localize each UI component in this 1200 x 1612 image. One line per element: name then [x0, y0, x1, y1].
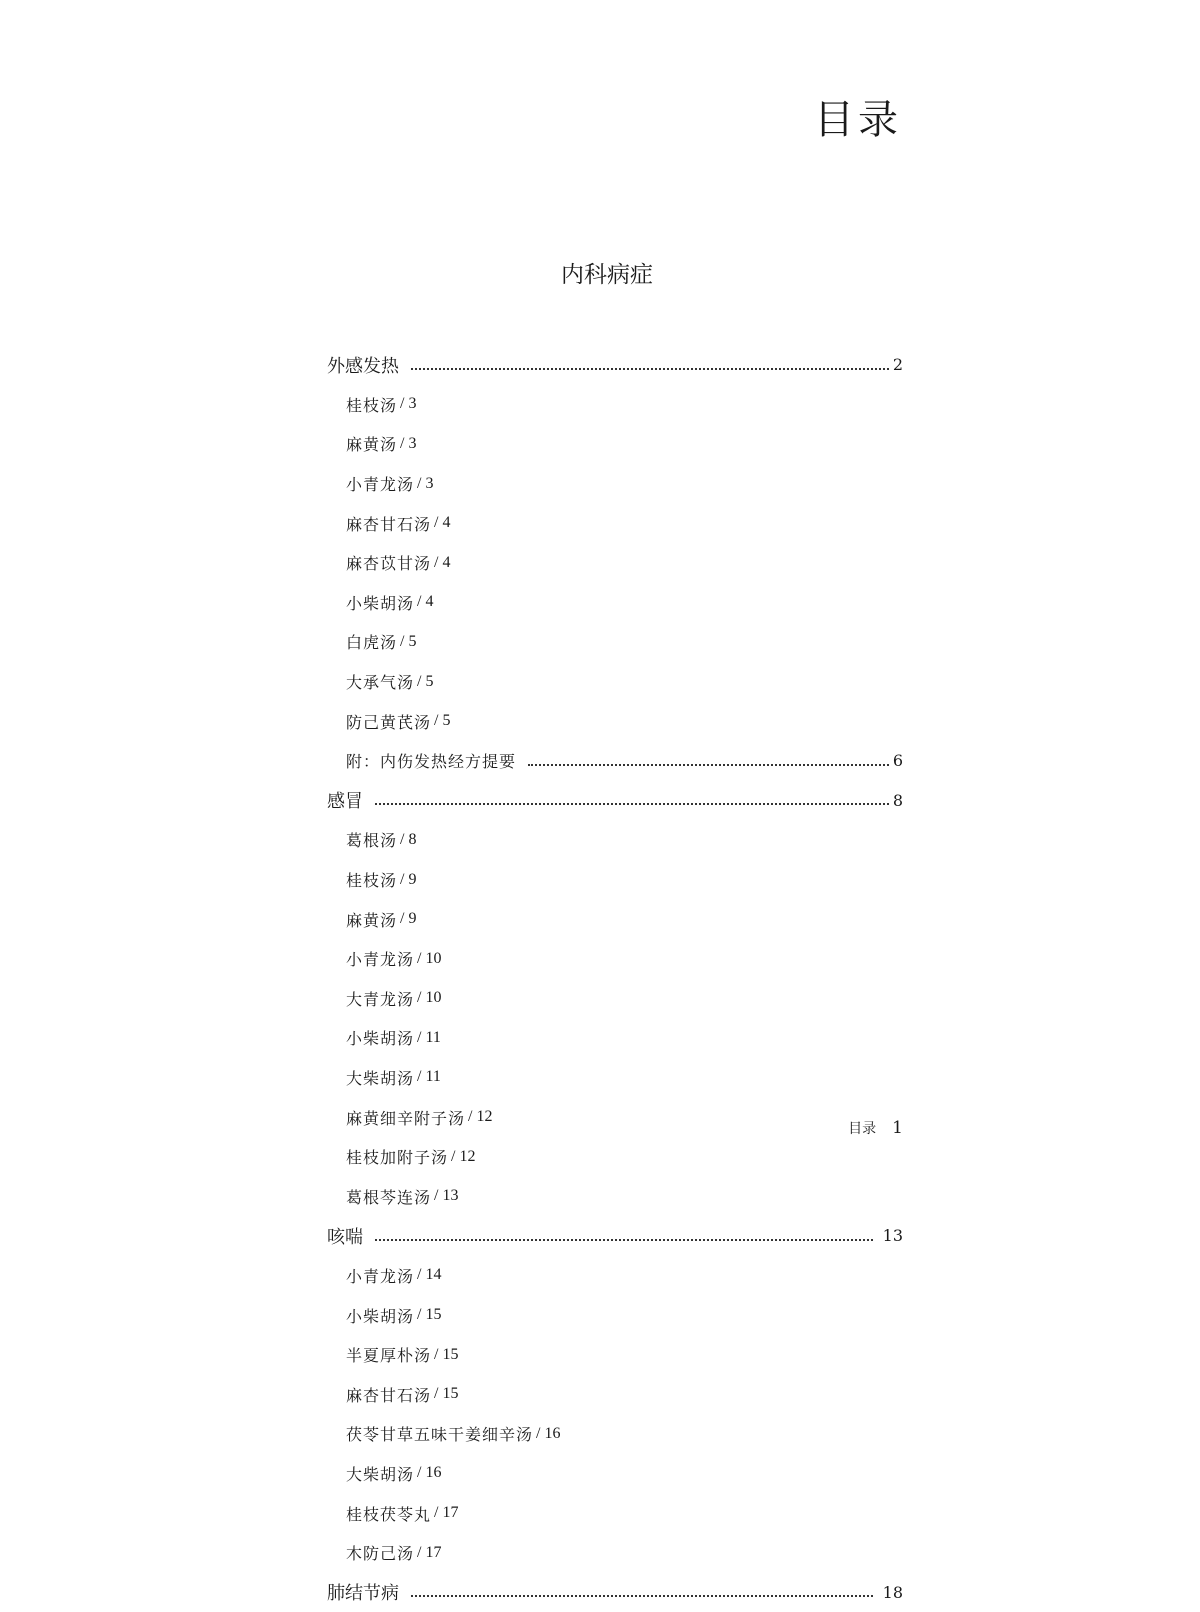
toc-entry[interactable] [327, 1018, 620, 1058]
chapter-title: 外感发热 [327, 355, 399, 377]
entry-name: 大柴胡汤 [346, 1068, 415, 1088]
entry-name: 防己黄芪汤 [346, 712, 432, 732]
entry-grid [327, 385, 903, 741]
entry-name: 桂枝加附子汤 [346, 1148, 449, 1168]
appendix-leader-row [346, 749, 903, 772]
section-title: 内科病症 [561, 262, 653, 288]
entry-page: / 12 [451, 1147, 476, 1165]
toc-entry[interactable] [327, 1374, 620, 1414]
page-title: 目录 [814, 97, 902, 143]
entry-name: 麻杏甘石汤 [346, 514, 432, 534]
entry-name: 小青龙汤 [346, 1266, 415, 1286]
chapter-heading[interactable] [327, 781, 903, 821]
entry-name: 麻黄细辛附子汤 [346, 1108, 466, 1128]
entry-page: / 15 [417, 1306, 442, 1324]
dot-leader [411, 368, 889, 370]
appendix-page: 6 [892, 751, 903, 771]
footer-label: 目录 [848, 1121, 877, 1137]
entry-page: / 11 [417, 1028, 441, 1046]
dot-leader [528, 764, 889, 766]
entry-grid [327, 1256, 903, 1573]
entry-name: 桂枝汤 [346, 871, 398, 891]
toc-entry[interactable] [327, 1335, 620, 1375]
toc-entry[interactable] [327, 1256, 620, 1296]
entry-page: / 10 [417, 989, 442, 1007]
toc-entry[interactable] [327, 1097, 620, 1137]
entry-page: / 15 [434, 1385, 459, 1403]
entry-name: 小青龙汤 [346, 475, 415, 495]
entry-page: / 4 [434, 553, 451, 571]
entry-name: 大青龙汤 [346, 989, 415, 1009]
entry-name: 葛根汤 [346, 831, 398, 851]
entry-name: 麻杏苡甘汤 [346, 554, 432, 574]
toc-entry[interactable] [327, 1058, 620, 1098]
entry-name: 麻杏甘石汤 [346, 1385, 432, 1405]
entry-name: 桂枝汤 [346, 395, 398, 415]
chapter-page: 13 [882, 1226, 903, 1246]
entry-page: / 9 [400, 910, 417, 928]
entry-page: / 17 [434, 1504, 459, 1522]
toc-entry[interactable] [327, 979, 620, 1019]
entry-page: / 4 [434, 514, 451, 532]
entry-page: / 16 [417, 1464, 442, 1482]
entry-page: / 3 [417, 474, 434, 492]
entry-page: / 5 [434, 712, 451, 730]
entry-page: / 14 [417, 1266, 442, 1284]
toc-entry[interactable] [327, 583, 620, 623]
chapter-leader-row [327, 787, 903, 813]
chapter-title: 感冒 [327, 791, 363, 813]
entry-page: / 16 [536, 1424, 561, 1442]
entry-name: 大承气汤 [346, 673, 415, 693]
toc-entry[interactable] [327, 543, 620, 583]
entry-name: 小柴胡汤 [346, 1029, 415, 1049]
entry-page: / 4 [417, 593, 434, 611]
toc-entry[interactable] [327, 1493, 620, 1533]
toc-entry[interactable] [327, 503, 620, 543]
toc-entry[interactable] [327, 622, 620, 662]
chapter-page: 18 [882, 1582, 903, 1602]
dot-leader [411, 1595, 873, 1597]
toc-entry[interactable] [327, 701, 620, 741]
chapter-page: 8 [892, 790, 903, 810]
entry-name: 小柴胡汤 [346, 593, 415, 613]
toc-entry[interactable] [327, 1295, 620, 1335]
chapter-heading[interactable] [327, 1572, 903, 1612]
chapter-heading[interactable] [327, 1216, 903, 1256]
entry-page: / 5 [400, 632, 417, 650]
appendix-title: 附：内伤发热经方提要 [346, 752, 517, 772]
entry-name: 大柴胡汤 [346, 1464, 415, 1484]
dot-leader [375, 803, 889, 805]
chapter-leader-row [327, 1579, 903, 1605]
toc-entry[interactable] [327, 424, 620, 464]
toc-entry[interactable] [327, 1414, 620, 1454]
entry-page: / 3 [400, 434, 417, 452]
chapter-heading[interactable] [327, 345, 903, 385]
toc-entry[interactable] [327, 820, 620, 860]
entry-grid [327, 820, 903, 1216]
entry-name: 小柴胡汤 [346, 1306, 415, 1326]
entry-name: 茯苓甘草五味干姜细辛汤 [346, 1425, 534, 1445]
chapter-leader-row [327, 1223, 903, 1249]
entry-page: / 17 [417, 1543, 442, 1561]
chapter-title: 咳喘 [327, 1226, 363, 1248]
appendix-entry[interactable] [327, 741, 903, 781]
toc-entry[interactable] [327, 899, 620, 939]
entry-name: 小青龙汤 [346, 950, 415, 970]
footer-page-number: 1 [892, 1118, 903, 1138]
entry-name: 麻黄汤 [346, 435, 398, 455]
entry-name: 半夏厚朴汤 [346, 1346, 432, 1366]
entry-name: 木防己汤 [346, 1544, 415, 1564]
chapter-leader-row [327, 352, 903, 378]
entry-page: / 15 [434, 1345, 459, 1363]
page-footer [848, 1118, 903, 1138]
entry-page: / 8 [400, 830, 417, 848]
entry-name: 桂枝茯苓丸 [346, 1504, 432, 1524]
toc-entry[interactable] [327, 1137, 620, 1177]
entry-page: / 5 [417, 672, 434, 690]
chapter-page: 2 [892, 355, 903, 375]
toc-entry[interactable] [327, 1176, 620, 1216]
entry-page: / 13 [434, 1187, 459, 1205]
entry-page: / 3 [400, 395, 417, 413]
entry-name: 白虎汤 [346, 633, 398, 653]
toc-entry[interactable] [327, 662, 620, 702]
entry-page: / 12 [468, 1108, 493, 1126]
entry-name: 葛根芩连汤 [346, 1187, 432, 1207]
dot-leader [375, 1239, 873, 1241]
toc-entry[interactable] [327, 464, 620, 504]
chapter-title: 肺结节病 [327, 1583, 399, 1605]
toc-entry[interactable] [327, 939, 620, 979]
table-of-contents [327, 345, 903, 1612]
toc-entry[interactable] [327, 1533, 620, 1573]
toc-entry[interactable] [327, 1454, 620, 1494]
entry-page: / 11 [417, 1068, 441, 1086]
entry-page: / 10 [417, 949, 442, 967]
toc-entry[interactable] [327, 385, 620, 425]
toc-entry[interactable] [327, 860, 620, 900]
entry-name: 麻黄汤 [346, 910, 398, 930]
entry-page: / 9 [400, 870, 417, 888]
